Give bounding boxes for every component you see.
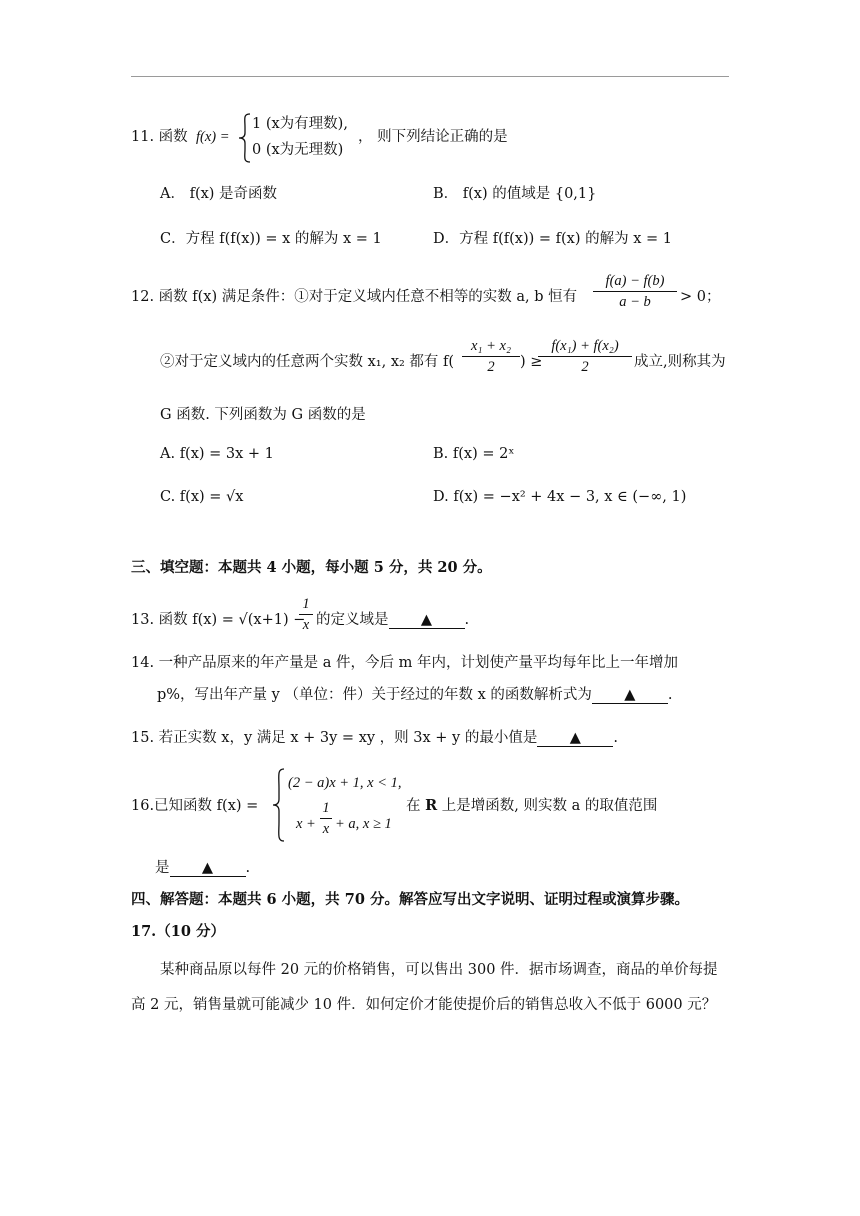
q13-end: . bbox=[464, 612, 470, 628]
q15-answer-blank[interactable]: ▲ bbox=[537, 730, 613, 747]
section-4-heading: 四、解答题：本题共 6 小题，共 70 分。解答应写出文字说明、证明过程或演算步骤。 bbox=[131, 891, 689, 908]
q16-suffix-pre: 在 bbox=[406, 798, 421, 814]
q12-fraction-1 bbox=[593, 271, 677, 312]
q12-option-b: B. f(x) = 2ˣ bbox=[433, 446, 515, 462]
q11-stem-suffix: ， 则下列结论正确的是 bbox=[358, 129, 508, 145]
q12-fraction-3-denominator: 2 bbox=[581, 359, 589, 375]
q11-left-brace bbox=[238, 113, 252, 163]
q14-answer-blank[interactable]: ▲ bbox=[592, 687, 668, 704]
q13-answer-blank[interactable]: ▲ bbox=[389, 612, 465, 629]
header-rule bbox=[131, 76, 729, 77]
q12-option-d: D. f(x) = −x² + 4x − 3, x ∈ (−∞, 1) bbox=[433, 489, 687, 505]
q17-title: 17.（10 分） bbox=[131, 923, 225, 940]
q14-line2-text: p%，写出年产量 y （单位：件）关于经过的年数 x 的函数解析式为 bbox=[157, 687, 592, 703]
q16-case2-fraction-denominator: x bbox=[322, 821, 330, 837]
q16-line2-text: 是 bbox=[155, 860, 170, 876]
q14-line2 bbox=[157, 685, 672, 705]
q11-option-b: B． f(x) 的值域是 {0,1} bbox=[433, 186, 597, 202]
q11-case1: 1 (x为有理数), bbox=[252, 116, 348, 132]
q17-line2: 高 2 元，销售量就可能减少 10 件．如何定价才能使提价后的销售总收入不低于 6000 元？ bbox=[131, 997, 717, 1013]
q13-suffix bbox=[316, 610, 469, 630]
q12-fraction-2 bbox=[462, 336, 520, 377]
q15-text: 15. 若正实数 x，y 满足 x + 3y = xy ，则 3x + y 的最小值是 bbox=[131, 730, 538, 746]
q12-option-a: A. f(x) = 3x + 1 bbox=[160, 446, 274, 462]
q12-line2-suffix: 成立,则称其为 bbox=[634, 354, 726, 370]
q12-fraction-1-numerator: f(a) − f(b) bbox=[593, 271, 677, 292]
q13-prefix: 13. 函数 f(x) = √(x+1) − bbox=[131, 612, 306, 628]
q11-function: f(x) = bbox=[196, 129, 230, 145]
q12-fraction-1-denominator: a − b bbox=[619, 294, 651, 310]
q13-fraction bbox=[299, 594, 313, 635]
q13-fraction-numerator: 1 bbox=[299, 594, 313, 615]
q13-fraction-denominator: x bbox=[302, 617, 310, 633]
q11-stem-prefix: 11. 函数 bbox=[131, 129, 188, 145]
q17-line1: 某种商品原以每件 20 元的价格销售，可以售出 300 件．据市场调查，商品的单价每提 bbox=[160, 962, 718, 978]
q13-suffix-text: 的定义域是 bbox=[316, 612, 389, 628]
q16-answer-blank[interactable]: ▲ bbox=[170, 860, 246, 877]
q12-line2-mid: ) ≥ bbox=[520, 354, 543, 370]
q16-case2-fraction-numerator: 1 bbox=[320, 798, 332, 819]
q12-line1-prefix: 12. 函数 f(x) 满足条件：①对于定义域内任意不相等的实数 a, b 恒有 bbox=[131, 289, 578, 305]
q16-end: . bbox=[245, 860, 251, 876]
q12-fraction-2-numerator: x₁ + x₂ bbox=[462, 336, 520, 357]
q12-fraction-3-numerator: f(x₁) + f(x₂) bbox=[538, 336, 632, 357]
q11-option-c: C．方程 f(f(x)) = x 的解为 x = 1 bbox=[160, 231, 382, 247]
q12-fraction-2-denominator: 2 bbox=[487, 359, 495, 375]
q16-left-brace bbox=[272, 768, 286, 842]
q16-real-set: R bbox=[425, 797, 438, 814]
q16-line2 bbox=[155, 858, 250, 878]
q16-prefix: 16.已知函数 f(x) = bbox=[131, 798, 259, 814]
q16-case1: (2 − a)x + 1, x < 1, bbox=[288, 775, 402, 791]
q14-end: . bbox=[667, 687, 673, 703]
q11-option-d: D．方程 f(f(x)) = f(x) 的解为 x = 1 bbox=[433, 231, 672, 247]
q12-line1-suffix: > 0； bbox=[680, 289, 721, 305]
q16-case2-fraction bbox=[320, 798, 332, 839]
q12-line2-prefix: ②对于定义域内的任意两个实数 x₁, x₂ 都有 f( bbox=[160, 354, 455, 370]
q15-end: . bbox=[613, 730, 618, 746]
q16-case2-post: + a, x ≥ 1 bbox=[335, 816, 392, 832]
q15-line bbox=[131, 728, 618, 748]
q12-fraction-3 bbox=[538, 336, 632, 377]
q14-line1: 14. 一种产品原来的年产量是 a 件，今后 m 年内，计划使产量平均每年比上一年增加 bbox=[131, 655, 678, 671]
q16-suffix-post: 上是增函数, 则实数 a 的取值范围 bbox=[441, 798, 658, 814]
q16-suffix bbox=[406, 796, 657, 816]
q16-case2-pre: x + bbox=[296, 816, 316, 832]
section-3-heading: 三、填空题：本题共 4 小题，每小题 5 分，共 20 分。 bbox=[131, 559, 492, 576]
q12-option-c: C. f(x) = √x bbox=[160, 489, 244, 505]
q11-option-a: A． f(x) 是奇函数 bbox=[160, 186, 278, 202]
q12-line3: G 函数. 下列函数为 G 函数的是 bbox=[160, 407, 366, 423]
q11-case2: 0 (x为无理数) bbox=[252, 142, 344, 158]
